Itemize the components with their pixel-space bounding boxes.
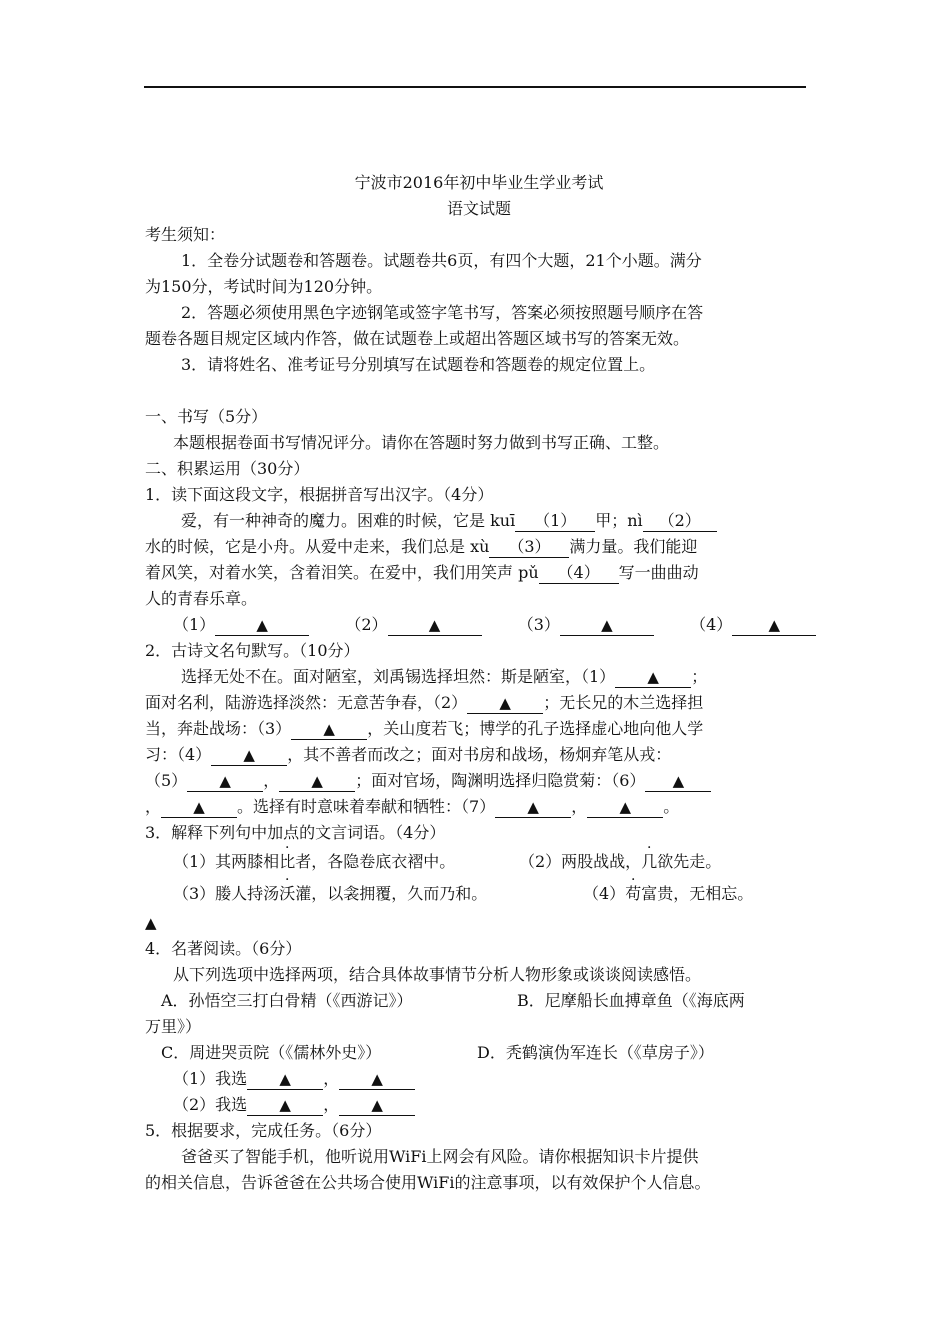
q2-blank-2[interactable]: ▲ bbox=[467, 693, 543, 714]
q5-line-2: 的相关信息，告诉爸爸在公共场合使用WiFi的注意事项，以有效保护个人信息。 bbox=[145, 1173, 711, 1192]
q1-answer-blank-3[interactable]: ▲ bbox=[560, 615, 654, 636]
q2-line-6: ， ▲ 。选择有时意味着奉献和牺牲：（7） ▲ ， ▲ 。 bbox=[145, 797, 680, 816]
q1-line-4: 人的青春乐章。 bbox=[145, 589, 258, 608]
q1-line-3: 着风笑，对着水笑，含着泪笑。在爱中，我们用笑声 pǔ （4） 写一曲曲动 bbox=[145, 563, 699, 582]
q2-stem: 2．古诗文名句默写。（10分） bbox=[145, 641, 360, 660]
section-1-text: 本题根据卷面书写情况评分。请你在答题时努力做到书写正确、工整。 bbox=[173, 433, 670, 452]
q4-choice-1-blank-b[interactable]: ▲ bbox=[339, 1069, 415, 1090]
section-2-heading: 二、积累运用（30分） bbox=[145, 459, 310, 478]
q4-choice-2-blank-a[interactable]: ▲ bbox=[247, 1095, 323, 1116]
q4-choice-1-blank-a[interactable]: ▲ bbox=[247, 1069, 323, 1090]
section-1-heading: 一、书写（5分） bbox=[145, 407, 268, 426]
q1-line-2: 水的时候，它是小舟。从爱中走来，我们总是 xù （3） 满力量。我们能迎 bbox=[145, 537, 698, 556]
q4-options-cd: C．周进哭贡院（《儒林外史》） D．秃鹤演伪军连长（《草房子》） bbox=[161, 1043, 714, 1062]
q4-choice-2-blank-b[interactable]: ▲ bbox=[339, 1095, 415, 1116]
q1-answer-blank-1[interactable]: ▲ bbox=[215, 615, 309, 636]
q1-stem: 1．读下面这段文字，根据拼音写出汉字。（4分） bbox=[145, 485, 494, 504]
exam-page bbox=[145, 170, 813, 1196]
q3-row-1: （1）其两膝相比者，各隐卷底衣褶中。 （2）两股战战，几欲先走。 bbox=[173, 852, 722, 871]
q2-blank-3[interactable]: ▲ bbox=[291, 719, 367, 740]
q2-line-3: 当，奔赴战场：（3） ▲ ，关山度若飞；博学的孔子选择虚心地向他人学 bbox=[145, 719, 704, 738]
notice-item-2: 2．答题必须使用黑色字迹钢笔或签字笔书写，答案必须按照题号顺序在答 bbox=[181, 303, 704, 322]
q1-blank-1: （1） bbox=[515, 511, 595, 532]
q2-blank-7a[interactable]: ▲ bbox=[495, 797, 571, 818]
q3-answer-mark: ▲ bbox=[145, 914, 157, 932]
notice-heading: 考生须知： bbox=[145, 225, 226, 244]
q2-blank-7b[interactable]: ▲ bbox=[587, 797, 663, 818]
q1-blank-3: （3） bbox=[489, 537, 569, 558]
q4-choice-1: （1）我选 ▲ ， ▲ bbox=[145, 1066, 813, 1092]
q4-options-ab: A．孙悟空三打白骨精（《西游记》） B．尼摩船长血搏章鱼（《海底两 bbox=[161, 991, 745, 1010]
notice-item-2-cont: 题卷各题目规定区域内作答，做在试题卷上或超出答题区域书写的答案无效。 bbox=[145, 329, 690, 348]
q4-stem: 4．名著阅读。（6分） bbox=[145, 939, 302, 958]
q1-answer-blank-4[interactable]: ▲ bbox=[732, 615, 816, 636]
notice-item-3: 3．请将姓名、准考证号分别填写在试题卷和答题卷的规定位置上。 bbox=[181, 355, 656, 374]
q2-blank-5b[interactable]: ▲ bbox=[279, 771, 355, 792]
q2-line-4: 习：（4） ▲ ，其不善者而改之；面对书房和战场，杨炯弃笔从戎： bbox=[145, 745, 672, 764]
q5-stem: 5．根据要求，完成任务。（6分） bbox=[145, 1121, 382, 1140]
q2-line-2: 面对名利，陆游选择淡然：无意苦争春，（2） ▲ ；无长兄的木兰选择担 bbox=[145, 693, 704, 712]
q1-answers: （1） ▲ （2） ▲ （3） ▲ （4） ▲ bbox=[145, 612, 813, 638]
q3-stem: 3．解释下列句中加点的文言词语。（4分） bbox=[145, 823, 446, 842]
q3-row-2: （3）媵人持汤沃灌，以衾拥覆，久而乃和。 （4）苟富贵，无相忘。 bbox=[173, 884, 754, 903]
q4-option-b-cont: 万里》） bbox=[145, 1017, 202, 1036]
q4-intro: 从下列选项中选择两项，结合具体故事情节分析人物形象或谈谈阅读感悟。 bbox=[173, 965, 702, 984]
q2-blank-6a[interactable]: ▲ bbox=[645, 771, 711, 792]
header-rule bbox=[144, 86, 806, 88]
q2-blank-1[interactable]: ▲ bbox=[615, 667, 691, 688]
q2-blank-4[interactable]: ▲ bbox=[211, 745, 287, 766]
notice-item-1-cont: 为150分，考试时间为120分钟。 bbox=[145, 277, 383, 296]
q2-line-5: （5） ▲ ， ▲ ；面对官场，陶渊明选择归隐赏菊：（6） ▲ bbox=[145, 768, 813, 794]
q5-line-1: 爸爸买了智能手机，他听说用WiFi上网会有风险。请你根据知识卡片提供 bbox=[181, 1147, 699, 1166]
q4-choice-2: （2）我选 ▲ ， ▲ bbox=[145, 1092, 813, 1118]
q2-blank-5a[interactable]: ▲ bbox=[187, 771, 263, 792]
exam-title: 宁波市2016年初中毕业生学业考试 bbox=[354, 173, 604, 192]
exam-subtitle: 语文试题 bbox=[446, 199, 511, 218]
q1-line-1: 爱，有一种神奇的魔力。困难的时候，它是 kuī （1） 甲；nì （2） bbox=[145, 508, 813, 534]
q1-answer-blank-2[interactable]: ▲ bbox=[388, 615, 482, 636]
q2-blank-6b[interactable]: ▲ bbox=[161, 797, 237, 818]
q1-blank-2: （2） bbox=[643, 511, 717, 532]
q1-blank-4: （4） bbox=[539, 563, 619, 584]
q2-line-1: 选择无处不在。面对陋室，刘禹锡选择坦然：斯是陋室，（1） ▲ ； bbox=[181, 667, 708, 686]
notice-item-1: 1．全卷分试题卷和答题卷。试题卷共6页，有四个大题，21个小题。满分 bbox=[181, 251, 702, 270]
